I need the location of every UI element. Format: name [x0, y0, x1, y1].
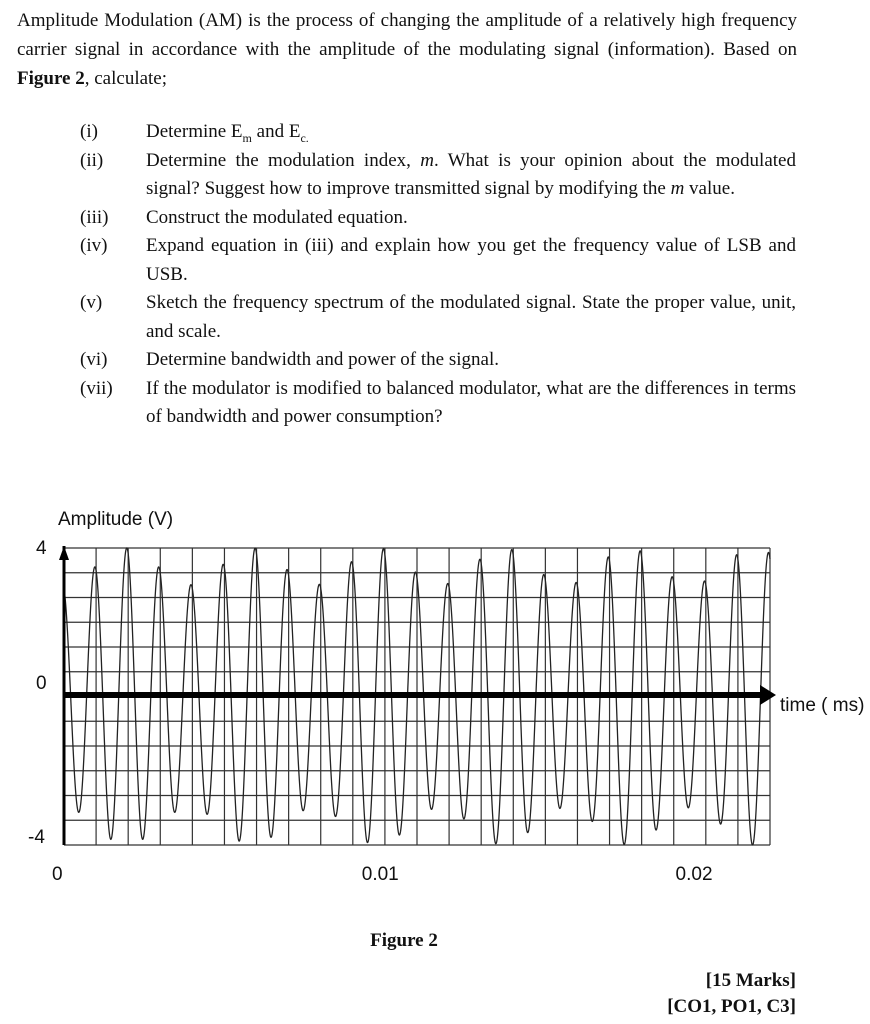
- am-waveform-figure: [0, 495, 870, 895]
- am-waveform-chart: [0, 495, 870, 895]
- question-intro: Amplitude Modulation (AM) is the process of changing the amplitude of a relatively high frequency carrier signal in accordance with the amplitude of the modulating signal (information). Based on Figure 2, calculate;: [17, 10, 797, 89]
- figure-caption: Figure 2: [370, 930, 438, 951]
- sub-question-v: (v) Sketch the frequency spectrum of the modulated signal. State the proper value, unit, and scale.: [80, 292, 796, 342]
- marks-block: [667, 968, 796, 1020]
- y-tick-0: 0: [36, 673, 47, 694]
- sub-question-vi: (vi) Determine bandwidth and power of the signal.: [80, 349, 499, 370]
- y-axis-label: Amplitude (V): [58, 509, 174, 530]
- sub-question-iii: (iii) Construct the modulated equation.: [80, 206, 408, 228]
- figure-reference: Figure 2: [17, 68, 85, 89]
- x-tick-0: 0: [52, 864, 63, 885]
- course-outcome-codes: [CO1, PO1, C3]: [667, 996, 796, 1017]
- sub-question-vii: (vii) If the modulator is modified to balanced modulator, what are the differences in terms of bandwidth and power consumption?: [80, 377, 796, 427]
- y-tick-4: 4: [36, 538, 47, 559]
- total-marks: [15 Marks]: [705, 970, 796, 991]
- sub-question-i: (i) Determine $E_m$ and $E_{c.}$: [80, 121, 309, 145]
- sub-question-iv: (iv) Expand equation in (iii) and explain how you get the frequency value of LSB and USB.: [80, 235, 796, 285]
- sub-question-ii: (ii) Determine the modulation index, m. What is your opinion about the modulated signal? Suggest how to improve transmitted signal by modifying the m value.: [80, 149, 796, 199]
- sub-question-list: [80, 118, 796, 432]
- x-axis-arrow: [760, 685, 776, 705]
- x-axis-label: time ( ms): [780, 695, 865, 716]
- x-tick-0-02: 0.02: [675, 864, 713, 885]
- x-tick-0-01: 0.01: [361, 864, 399, 885]
- y-tick-minus-4: -4: [28, 827, 45, 848]
